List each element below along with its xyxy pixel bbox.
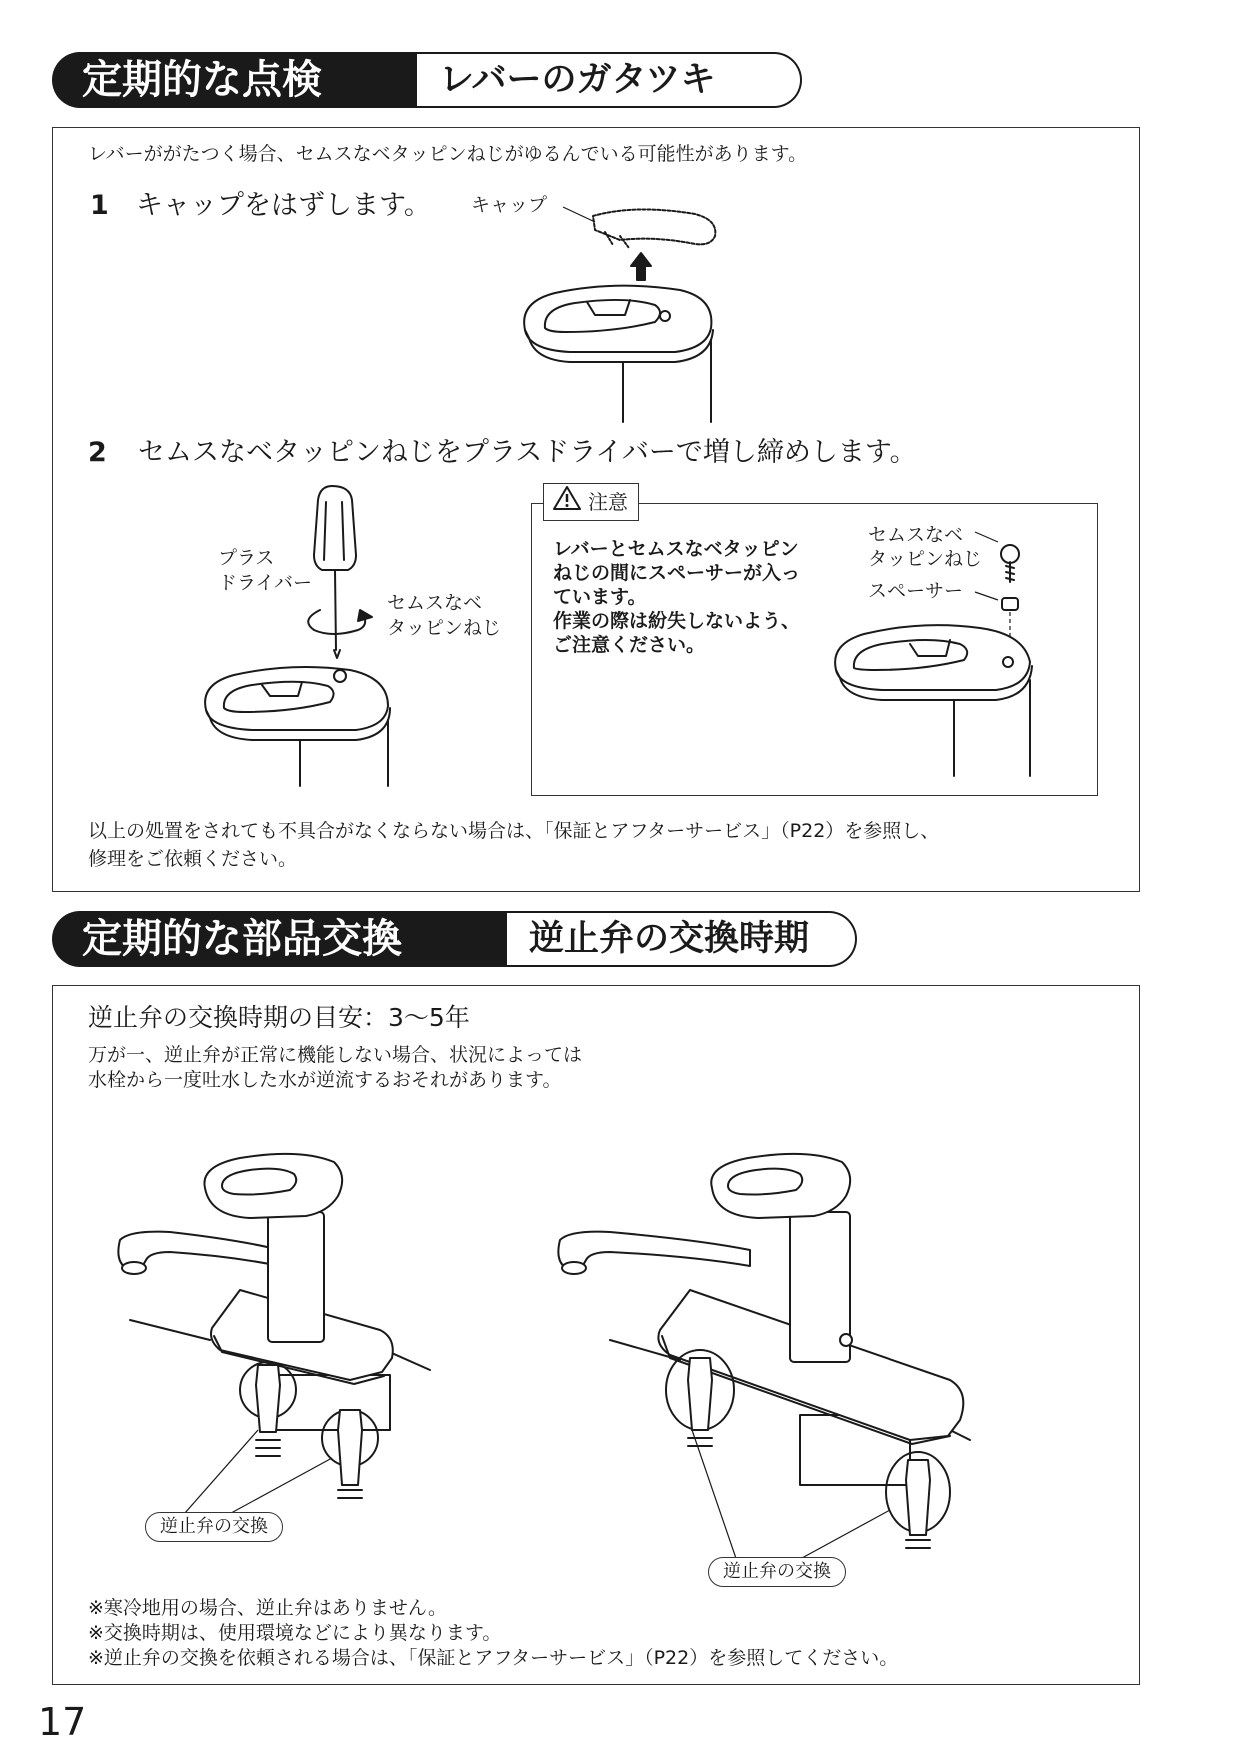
replacement-guide: 逆止弁の交換時期の目安：3～5年 xyxy=(88,1003,470,1032)
caution-line-5: ご注意ください。 xyxy=(553,634,706,656)
section2-subtitle: 逆止弁の交換時期 xyxy=(507,911,857,967)
section1-title: 定期的な点検 xyxy=(52,52,417,108)
step1-number: 1 xyxy=(90,190,109,221)
section2-header xyxy=(52,911,857,967)
check-valve-callout-left: 逆止弁の交換 xyxy=(145,1512,283,1542)
section1-intro: レバーががたつく場合、セムスなベタッピンねじがゆるんでいる可能性があります。 xyxy=(88,143,808,165)
section2-title: 定期的な部品交換 xyxy=(52,911,507,967)
check-valve-callout-right: 逆止弁の交換 xyxy=(708,1557,846,1587)
section1-footer-line1: 以上の処置をされても不具合がなくならない場合は、「保証とアフターサービス」（P22）を参照し、 xyxy=(88,820,940,842)
driver-label-line2: ドライバー xyxy=(218,572,313,594)
caution-tab xyxy=(543,483,639,521)
caution-line-2: ねじの間にスペーサーが入っ xyxy=(553,562,801,584)
driver-label-line1: プラス xyxy=(218,547,275,569)
screw-label-line2: タッピンねじ xyxy=(387,617,502,639)
step1-text: キャップをはずします。 xyxy=(136,190,431,221)
note-2: ※交換時期は、使用環境などにより異なります。 xyxy=(88,1622,502,1644)
page-number: 17 xyxy=(38,1700,87,1744)
section2-desc-line1: 万が一、逆止弁が正常に機能しない場合、状況によっては xyxy=(88,1044,583,1066)
note-1: ※寒冷地用の場合、逆止弁はありません。 xyxy=(88,1597,448,1619)
spacer-label: スペーサー xyxy=(868,580,964,602)
caution-line-1: レバーとセムスなベタッピン xyxy=(553,538,799,560)
cap-label: キャップ xyxy=(471,194,548,216)
caution-screw-label-line2: タッピンねじ xyxy=(868,548,983,570)
step2-illustration xyxy=(200,480,430,790)
caution-line-4: 作業の際は紛失しないよう、 xyxy=(553,610,801,632)
step2-number: 2 xyxy=(88,437,107,468)
faucet-right-illustration xyxy=(550,1140,970,1580)
caution-illustration xyxy=(830,520,1080,790)
step1-illustration xyxy=(515,190,775,430)
section1-header xyxy=(52,52,752,108)
section2-desc-line2: 水栓から一度吐水した水が逆流するおそれがあります。 xyxy=(88,1069,562,1091)
caution-screw-label-line1: セムスなベ xyxy=(868,524,964,546)
step2-text: セムスなベタッピンねじをプラスドライバーで増し締めします。 xyxy=(138,437,917,468)
section1-footer-line2: 修理をご依頼ください。 xyxy=(88,848,298,870)
faucet-left-illustration xyxy=(110,1140,430,1530)
warning-triangle-icon xyxy=(552,485,582,522)
note-3: ※逆止弁の交換を依頼される場合は、「保証とアフターサービス」（P22）を参照してください。 xyxy=(88,1647,899,1669)
section1-subtitle: レバーのガタツキ xyxy=(417,52,802,108)
caution-line-3: ています。 xyxy=(553,586,647,608)
screw-label-line1: セムスなベ xyxy=(387,592,483,614)
caution-tab-label: 注意 xyxy=(588,490,628,514)
